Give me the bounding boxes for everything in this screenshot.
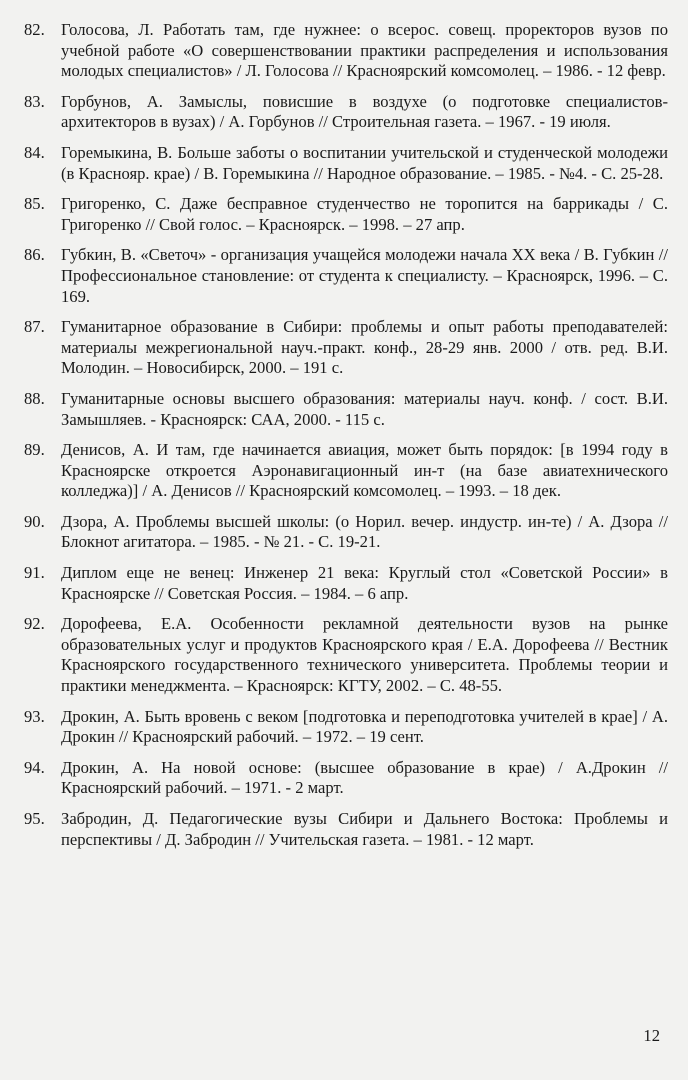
entry-text: Дорофеева, Е.А. Особенности рекламной деятельности вузов на рынке образовательных услуг и продуктов Красноярского края / Е.А. Дорофеева // Вестник Красноярского государственного технического университета. Проблемы теории и практики менеджмента. – Красноярск: КГТУ, 2002. – С. 48-55. <box>61 614 668 696</box>
bibliography-entry <box>24 245 668 307</box>
bibliography-list <box>24 20 668 860</box>
entry-number: 86. <box>24 245 45 265</box>
entry-text: Гуманитарное образование в Сибири: проблемы и опыт работы преподавателей: материалы межрегиональной науч.-практ. конф., 28-29 янв. 2000 / отв. ред. В.И. Молодин. – Новосибирск, 2000. – 191 с. <box>61 317 668 378</box>
entry-text: Голосова, Л. Работать там, где нужнее: о всерос. совещ. проректоров вузов по учебной работе «О совершенствовании практики распределения и использования молодых специалистов» / Л. Голосова // Красноярский комсомолец. – 1986. - 12 февр. <box>61 20 668 81</box>
entry-number: 94. <box>24 757 45 777</box>
entry-text: Гуманитарные основы высшего образования: материалы науч. конф. / сост. В.И. Замышляев. - Красноярск: САА, 2000. - 115 с. <box>61 388 668 429</box>
entry-number: 95. <box>24 809 45 828</box>
entry-number: 87. <box>24 317 45 337</box>
entry-text: Горбунов, А. Замыслы, повисшие в воздухе (о подготовке специалистов-архитекторов в вузах) / А. Горбунов // Строительная газета. – 1967. - 19 июля. <box>61 91 668 132</box>
entry-text: Дрокин, А. На новой основе: (высшее образование в крае) / А.Дрокин // Красноярский рабочий. – 1971. - 2 март. <box>61 757 668 798</box>
entry-text: Денисов, А. И там, где начинается авиация, может быть порядок: [в 1994 году в Красноярске откроется Аэронавигационный ин-т (на базе авиатехнического колледжа)] / А. Денисов // Красноярский комсомолец. – 1993. – 18 дек. <box>61 440 668 501</box>
entry-number: 88. <box>24 388 45 408</box>
bibliography-entry <box>24 317 668 379</box>
bibliography-entry <box>24 20 668 82</box>
entry-number: 91. <box>24 563 45 583</box>
bibliography-entry <box>24 614 668 696</box>
entry-number: 83. <box>24 91 45 111</box>
entry-text: Диплом еще не венец: Инженер 21 века: Круглый стол «Советской России» в Красноярске // Советская Россия. – 1984. – 6 апр. <box>61 563 668 603</box>
bibliography-entry <box>24 512 668 553</box>
bibliography-entry <box>24 563 668 604</box>
entry-text: Дзора, А. Проблемы высшей школы: (о Норил. вечер. индустр. ин-те) / А. Дзора // Блокнот агитатора. – 1985. - № 21. - С. 19-21. <box>61 511 668 552</box>
entry-number: 84. <box>24 142 45 162</box>
entry-number: 85. <box>24 194 45 214</box>
page-number: 12 <box>643 1026 660 1045</box>
bibliography-entry <box>24 389 668 430</box>
bibliography-entry <box>24 707 668 748</box>
entry-text: Губкин, В. «Светоч» - организация учащейся молодежи начала XX века / В. Губкин // Профессиональное становление: от студента к специалисту. – Красноярск, 1996. – С. 169. <box>61 245 668 306</box>
entry-number: 82. <box>24 20 45 39</box>
entry-text: Григоренко, С. Даже бесправное студенчество не торопится на баррикады / С. Григоренко // Свой голос. – Красноярск. – 1998. – 27 апр. <box>61 194 668 234</box>
entry-text: Дрокин, А. Быть вровень с веком [подготовка и переподготовка учителей в крае] / А. Дрокин // Красноярский рабочий. – 1972. – 19 сент. <box>61 706 668 747</box>
bibliography-entry <box>24 143 668 184</box>
bibliography-entry <box>24 809 668 850</box>
bibliography-entry <box>24 194 668 235</box>
bibliography-entry <box>24 92 668 133</box>
entry-text: Забродин, Д. Педагогические вузы Сибири и Дальнего Востока: Проблемы и перспективы / Д. Забродин // Учительская газета. – 1981. - 12 март. <box>61 809 668 849</box>
bibliography-entry <box>24 758 668 799</box>
entry-number: 90. <box>24 511 45 531</box>
entry-number: 89. <box>24 440 45 460</box>
entry-number: 93. <box>24 706 45 726</box>
entry-text: Горемыкина, В. Больше заботы о воспитании учительской и студенческой молодежи (в Краснояр. крае) / В. Горемыкина // Народное образование. – 1985. - №4. - С. 25-28. <box>61 142 668 183</box>
bibliography-entry <box>24 440 668 502</box>
entry-number: 92. <box>24 614 45 634</box>
